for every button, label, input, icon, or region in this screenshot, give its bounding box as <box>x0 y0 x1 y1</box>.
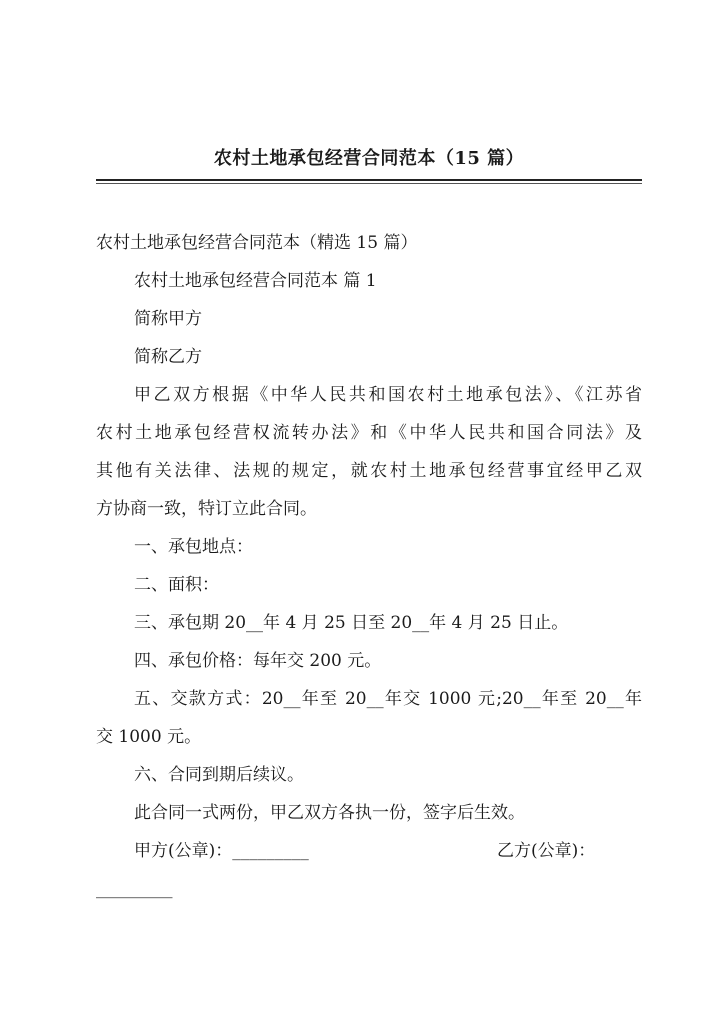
section-heading: 农村土地承包经营合同范本 篇 1 <box>134 271 377 291</box>
clause-price: 四、承包价格：每年交 200 元。 <box>134 651 382 671</box>
clause-payment-line: 交 1000 元。 <box>96 727 202 747</box>
party-b-label: 简称乙方 <box>134 347 202 367</box>
signature-party-a: 甲方(公章)：_________ <box>134 841 309 861</box>
intro-paragraph-line: 农村土地承包经营权流转办法》和《中华人民共和国合同法》及 <box>96 423 642 443</box>
document-subtitle: 农村土地承包经营合同范本（精选 15 篇） <box>96 233 418 253</box>
clause-payment-line: 五、交款方式：20__年至 20__年交 1000 元;20__年至 20__年 <box>134 689 642 709</box>
title-divider <box>96 179 642 181</box>
document-title: 农村土地承包经营合同范本（15 篇） <box>213 148 525 169</box>
intro-paragraph-line: 甲乙双方根据《中华人民共和国农村土地承包法》、《江苏省 <box>134 385 642 405</box>
clause-area: 二、面积： <box>134 575 219 595</box>
intro-paragraph-line: 其他有关法律、法规的规定，就农村土地承包经营事宜经甲乙双 <box>96 461 642 481</box>
signature-party-b-line: _________ <box>96 879 173 899</box>
copies-note: 此合同一式两份，甲乙双方各执一份，签字后生效。 <box>134 803 525 823</box>
signature-party-b: 乙方(公章)： <box>497 841 596 861</box>
clause-renewal: 六、合同到期后续议。 <box>134 765 304 785</box>
clause-location: 一、承包地点： <box>134 537 253 557</box>
intro-paragraph-line: 方协商一致，特订立此合同。 <box>96 499 317 519</box>
party-a-label: 简称甲方 <box>134 309 202 329</box>
clause-term: 三、承包期 20__年 4 月 25 日至 20__年 4 月 25 日止。 <box>134 613 569 633</box>
title-divider-thin <box>96 183 642 184</box>
